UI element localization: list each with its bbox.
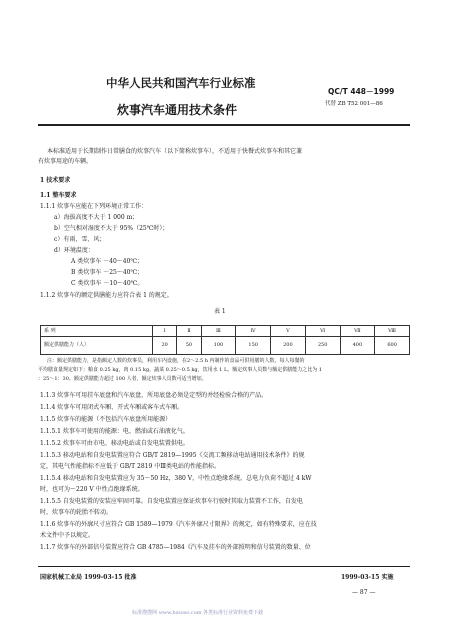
- condition-a: a）海拔高度不大于 1 000 m；: [54, 214, 139, 221]
- table-cell: 400: [340, 337, 375, 355]
- clause-line: 时，也可为～220 V 中性点绝缘系统。: [40, 486, 144, 493]
- clause-line: 1.1.7 炊事车的外部信号装置应符合 GB 4785—1984《汽车及挂车的外部照明和信号装置的数量、位: [40, 544, 311, 551]
- capacity-table: [40, 325, 410, 355]
- clause-line: 1.1.3 炊事车可用挂车底盘和汽车底盘，所用底盘必须是定型的并经检验合格的产品。: [40, 392, 268, 399]
- table-note-line-1: 注：额定供膳能力，是指额定人数的炊事员，利用车内设施，在2～2.5 h 内制作的食品可供用膳的人数，每人每餐的: [47, 358, 305, 364]
- table-header-label: 系 列: [41, 326, 153, 337]
- temp-class-a: A 类炊事车 －40～40℃；: [71, 258, 144, 265]
- table-col-header: Ⅵ: [305, 326, 340, 337]
- table-header-row: [41, 326, 410, 337]
- clause-line: 1.1.5.5 自发电装置的安装应牢固可靠。自发电装置应保证炊事车行驶时其取力装置不工作，自发电: [40, 498, 303, 505]
- table-col-header: Ⅰ: [153, 326, 177, 337]
- clause-line: 1.1.4 炊事车可用闭式车厢、开式车厢或客车式车厢。: [40, 404, 184, 411]
- table-cell: 250: [305, 337, 340, 355]
- document-org: 中华人民共和国汽车行业标准: [106, 76, 256, 90]
- clause-line: 1.1.5 炊事车的能源（不包括汽车底盘所用能源）: [40, 416, 172, 423]
- clause-1-1-2: 1.1.2 炊事车的额定供膳能力应符合表 1 的规定。: [40, 292, 173, 299]
- clause-line: 定，其电气性能指标不应低于 GB/T 2819 中Ⅲ类电站的性能指标。: [40, 463, 221, 470]
- table-col-header: Ⅱ: [177, 326, 201, 337]
- header-divider: [38, 124, 410, 126]
- subsection-heading: 1.1 整车要求: [40, 192, 77, 199]
- table-col-header: Ⅶ: [340, 326, 375, 337]
- clause-line: 术文件中予以规定。: [40, 532, 95, 539]
- clause-line: 1.1.5.2 炊事车可由市电、移动电站或自发电装置供电。: [40, 440, 189, 447]
- table-cell: 20: [153, 337, 177, 355]
- table-note-line-3: ：25～1：30。额定供膳能力超过 100 人者，额定炊事人员数可适当增加。: [38, 376, 207, 382]
- table-cell: 200: [271, 337, 306, 355]
- approval-note: 国家机械工业局 1999-03-15 批准: [40, 574, 137, 581]
- implementation-note: 1999-03-15 实施: [341, 574, 394, 581]
- table-cell: 600: [375, 337, 410, 355]
- condition-b: b）空气相对湿度不大于 95%（25℃时）；: [54, 225, 169, 232]
- clause-line: 1.1.6 炊事车的外廓尺寸应符合 GB 1589—1979《汽车外廓尺寸限界》的规定，如有特殊要求，应在技: [40, 521, 317, 528]
- clause-line: 1.1.5.1 炊事车可使用的能源：电、燃油或石油液化气。: [40, 428, 189, 435]
- table-row-label: 额定供膳能力（人）: [41, 337, 153, 355]
- replace-note: 代替 ZB T52 001—86: [325, 101, 383, 107]
- table-cell: 150: [236, 337, 271, 355]
- intro-line-1: 本标准适用于长期制作日常膳食的炊事汽车（以下简称炊事车），不适用于快餐式炊事车和其它兼: [47, 148, 303, 155]
- temp-class-b: B 类炊事车 －25～40℃；: [71, 269, 144, 276]
- page-number: — 87 —: [352, 589, 376, 596]
- clause-1-1-1: 1.1.1 炊事车应能在下列环境正常工作：: [40, 203, 148, 210]
- table-cell: 100: [201, 337, 236, 355]
- standard-code: QC/T 448－1999: [328, 87, 395, 96]
- clause-line: 时，炊事车的轮胎不转动。: [40, 509, 113, 516]
- table-caption: 表 1: [214, 308, 226, 315]
- clause-line: 1.1.5.4 移动电站和自发电装置应为 35～50 Hz，380 V，中性点绝缘系统。总电力负荷不超过 4 kW: [40, 475, 312, 482]
- watermark: 标准搜搜网 www.bzsoso.com 各类标准行业资料免费下载: [132, 610, 264, 616]
- footer-divider: [38, 566, 410, 567]
- section-heading: 1 技术要求: [40, 177, 71, 184]
- table-note-line-2: 平均膳食量规定如下：粮食 0.25 kg，肉 0.15 kg，蔬菜 0.25～0.5 kg，饮用水 1 L。额定炊事人员数与额定供膳能力之比为 1: [38, 367, 323, 373]
- temp-class-c: C 类炊事车 －10～40℃。: [71, 280, 144, 287]
- clause-line: 1.1.5.3 移动电站和自发电装置应符合 GB/T 2819—1995《交流工频移动电站通用技术条件》的规: [40, 452, 305, 459]
- condition-d: d）环境温度：: [54, 247, 94, 254]
- intro-line-2: 有炊事用途的车辆。: [38, 158, 93, 165]
- table-col-header: Ⅴ: [271, 326, 306, 337]
- document-title: 炊事汽车通用技术条件: [117, 103, 238, 117]
- condition-c: c）有雨、雪、风；: [54, 236, 106, 243]
- table-col-header: Ⅳ: [236, 326, 271, 337]
- table-col-header: Ⅷ: [375, 326, 410, 337]
- table-row: [41, 337, 410, 355]
- table-col-header: Ⅲ: [201, 326, 236, 337]
- table-cell: 50: [177, 337, 201, 355]
